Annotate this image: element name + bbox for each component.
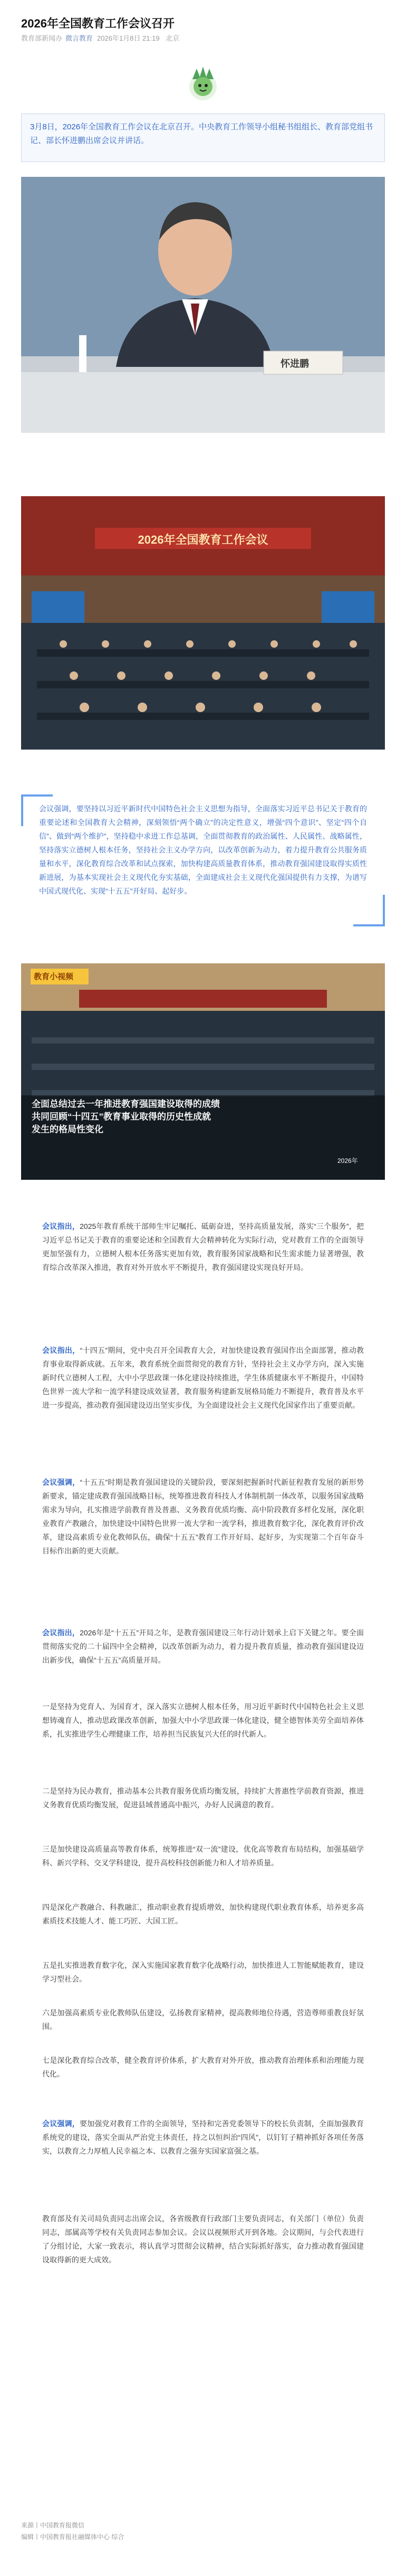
paragraph-12 bbox=[42, 2117, 364, 2158]
mascot-icon bbox=[182, 63, 224, 106]
footer-editor: 编辑丨中国教育报社融媒体中心 综合 bbox=[21, 2533, 124, 2541]
speaker-illustration bbox=[21, 177, 385, 433]
publish-date: 2026年1月8日 21:19 bbox=[97, 34, 160, 42]
paragraph-11 bbox=[42, 2053, 364, 2081]
paragraph-5 bbox=[42, 1700, 364, 1741]
publish-location: 北京 bbox=[166, 34, 180, 42]
paragraph-13 bbox=[42, 2212, 364, 2267]
video-title-line2: 共同回顾“十四五”教育事业取得的历史性成就 bbox=[32, 1112, 211, 1122]
paragraph-2 bbox=[42, 1343, 364, 1412]
video-title-line1: 全面总结过去一年推进教育强国建设取得的成绩 bbox=[32, 1099, 220, 1109]
paragraph-8 bbox=[42, 1900, 364, 1928]
quote-text: 会议强调，要坚持以习近平新时代中国特色社会主义思想为指导，全面落实习近平总书记关于教育的重要论述和全国教育大会精神，深刻领悟“两个确立”的决定性意义，增强“四个意识”、坚定“四个自信”、做到“两个维护”，坚持稳中求进工作总基调，全面贯彻教育的政治属性、人民属性、战略属性，坚持落实立德树人根本任务，坚持社会主义办学方向，以改革创新为动力，着力提升教育公共服务质量和水平，深化教育综合改革和试点探索，加快构建高质量教育体系，推动教育强国建设取得实质性新进展，为基本实现社会主义现代化夯实基础，全面建成社会主义现代化强国提供有力支撑，为谱写中国式现代化、实现“十五五”开好局、起好步。 bbox=[39, 804, 367, 895]
paragraph-text: 一是坚持为党育人、为国育才，深入落实立德树人根本任务，用习近平新时代中国特色社会主义思想铸魂育人，推动思政课改革创新，加强大中小学思政课一体化建设，健全德智体美劳全面培养体系，扎实推进学生心理健康工作，培养担当民族复兴大任的时代新人。 bbox=[42, 1702, 364, 1738]
paragraph-1 bbox=[42, 1219, 364, 1274]
lead-summary-text: 3月8日，2026年全国教育工作会议在北京召开。中央教育工作领导小组秘书组组长、教育部党组书记、部长怀进鹏出席会议并讲话。 bbox=[30, 122, 373, 145]
video-logo-text: 教育小视频 bbox=[34, 972, 74, 981]
paragraph-lead: 会议强调， bbox=[42, 1478, 80, 1486]
paragraph-text: 五是扎实推进教育数字化，深入实施国家教育数字化战略行动，加快推进人工智能赋能教育，建设学习型社会。 bbox=[42, 1961, 364, 1983]
paragraph-text: “十五五”时期是教育强国建设的关键阶段，要深刻把握新时代新征程教育发展的新形势新要求，锚定建成教育强国战略目标，统筹推进教育科技人才体制机制一体改革，以服务国家战略需求为导向，扎实推进学前教育普及普惠、义务教育优质均衡、高中阶段教育多样化发展，深化职业教育产教融合，加快建设中国特色世界一流大学和一流学科，推进教育数字化，深化教育评价改革，建设高素质专业化教师队伍，确保“十五五”教育工作开好局、起好步，为实现第二个百年奋斗目标作出新的更大贡献。 bbox=[42, 1478, 364, 1555]
article-title: 2026年全国教育工作会议召开 bbox=[21, 17, 175, 30]
paragraph-text: 三是加快建设高质量高等教育体系，统筹推进“双一流”建设，优化高等教育布局结构，加强基础学科、新兴学科、交叉学科建设，提升高校科技创新能力和人才培养质量。 bbox=[42, 1845, 364, 1867]
paragraph-lead: 会议指出， bbox=[42, 1628, 80, 1637]
paragraph-text: 六是加强高素质专业化教师队伍建设，弘扬教育家精神，提高教师地位待遇，营造尊师重教良好氛围。 bbox=[42, 2009, 364, 2031]
article-meta bbox=[21, 33, 179, 43]
paragraph-text: “十四五”期间，党中央召开全国教育大会，对加快建设教育强国作出全面部署，推动教育事业取得新成就。五年来，教育系统全面贯彻党的教育方针，坚持社会主义办学方向，深入实施新时代立德树人工程，大中小学思政课一体化建设持续推进，学生体质健康水平不断提升，中国特色世界一流大学和一流学科建设成效显著，教育服务构建新发展格局能力不断提升，教育普及水平进一步提高，推动教育强国建设迈出坚实步伐，为全面建设社会主义现代化国家作出了重要贡献。 bbox=[42, 1346, 364, 1409]
paragraph-7 bbox=[42, 1842, 364, 1870]
paragraph-text: 七是深化教育综合改革，健全教育评价体系，扩大教育对外开放，推动教育治理体系和治理能力现代化。 bbox=[42, 2056, 364, 2078]
paragraph-lead: 会议指出， bbox=[42, 1222, 80, 1230]
source-account-link[interactable]: 微言教育 bbox=[65, 34, 93, 42]
paragraph-4 bbox=[42, 1626, 364, 1667]
paragraph-lead: 会议指出， bbox=[42, 1346, 80, 1355]
paragraph-text: 2026年是“十五五”开局之年，是教育强国建设三年行动计划承上启下关键之年。要全面贯彻落实党的二十届四中全会精神，以改革创新为动力，着力提升教育质量，推动教育强国建设迈出新步伐，确保“十五五”高质量开局。 bbox=[42, 1628, 364, 1664]
paragraph-3 bbox=[42, 1475, 364, 1558]
speaker-photo bbox=[21, 177, 385, 433]
paragraph-text: 四是深化产教融合、科教融汇，推动职业教育提质增效，加快构建现代职业教育体系，培养更多高素质技术技能人才、能工巧匠、大国工匠。 bbox=[42, 1903, 364, 1925]
paragraph-lead: 会议强调， bbox=[42, 2119, 80, 2128]
video-date: 2026年 bbox=[337, 1157, 358, 1164]
paragraph-10 bbox=[42, 2006, 364, 2033]
paragraph-6 bbox=[42, 1784, 364, 1812]
conference-hall-photo bbox=[21, 496, 385, 750]
paragraph-text: 要加强党对教育工作的全面领导，坚持和完善党委领导下的校长负责制，全面加强教育系统党的建设，落实全面从严治党主体责任，持之以恒纠治“四风”，以钉钉子精神抓好各项任务落实，以教育之力厚植人民幸福之本、以教育之强夯实国家富强之基。 bbox=[42, 2119, 364, 2155]
name-plate-text: 怀进鹏 bbox=[281, 358, 309, 369]
video-title-line3: 发生的格局性变化 bbox=[32, 1124, 103, 1134]
video-title bbox=[32, 1098, 385, 1136]
paragraph-text: 教育部及有关司局负责同志出席会议，各省级教育行政部门主要负责同志，有关部门（单位）负责同志，部属高等学校有关负责同志参加会议。会议以视频形式开到各地。会议期间，与会代表进行了分组讨论，大家一致表示，将认真学习贯彻会议精神，结合实际抓好落实，奋力推动教育强国建设取得新的更大成效。 bbox=[42, 2214, 364, 2264]
paragraph-text: 二是坚持为民办教育，推动基本公共教育服务优质均衡发展，持续扩大普惠性学前教育资源，推进义务教育优质均衡发展，促进县域普通高中振兴，办好人民满意的教育。 bbox=[42, 1787, 364, 1809]
lead-summary-box bbox=[21, 113, 385, 162]
quote-block bbox=[21, 794, 385, 926]
video-cover[interactable] bbox=[21, 963, 385, 1180]
video-cover-illustration bbox=[21, 963, 385, 1180]
source-prefix: 教育部新闻办 bbox=[21, 34, 63, 42]
conference-banner-text: 2026年全国教育工作会议 bbox=[138, 533, 268, 546]
paragraph-9 bbox=[42, 1958, 364, 1986]
paragraph-text: 2025年教育系统干部师生牢记嘱托、砥砺奋进，坚持高质量发展，落实“三个服务”，把习近平总书记关于教育的重要论述和全国教育大会精神转化为实际行动，党对教育工作的全面领导更加坚强有力，立德树人根本任务落实更加有效，教育服务国家战略和民生需求能力显著增强，教育综合改革深入推进，教育对外开放水平不断提升，教育强国建设实现良好开局。 bbox=[42, 1222, 364, 1272]
footer-source: 来源丨中国教育报微信 bbox=[21, 2522, 85, 2529]
